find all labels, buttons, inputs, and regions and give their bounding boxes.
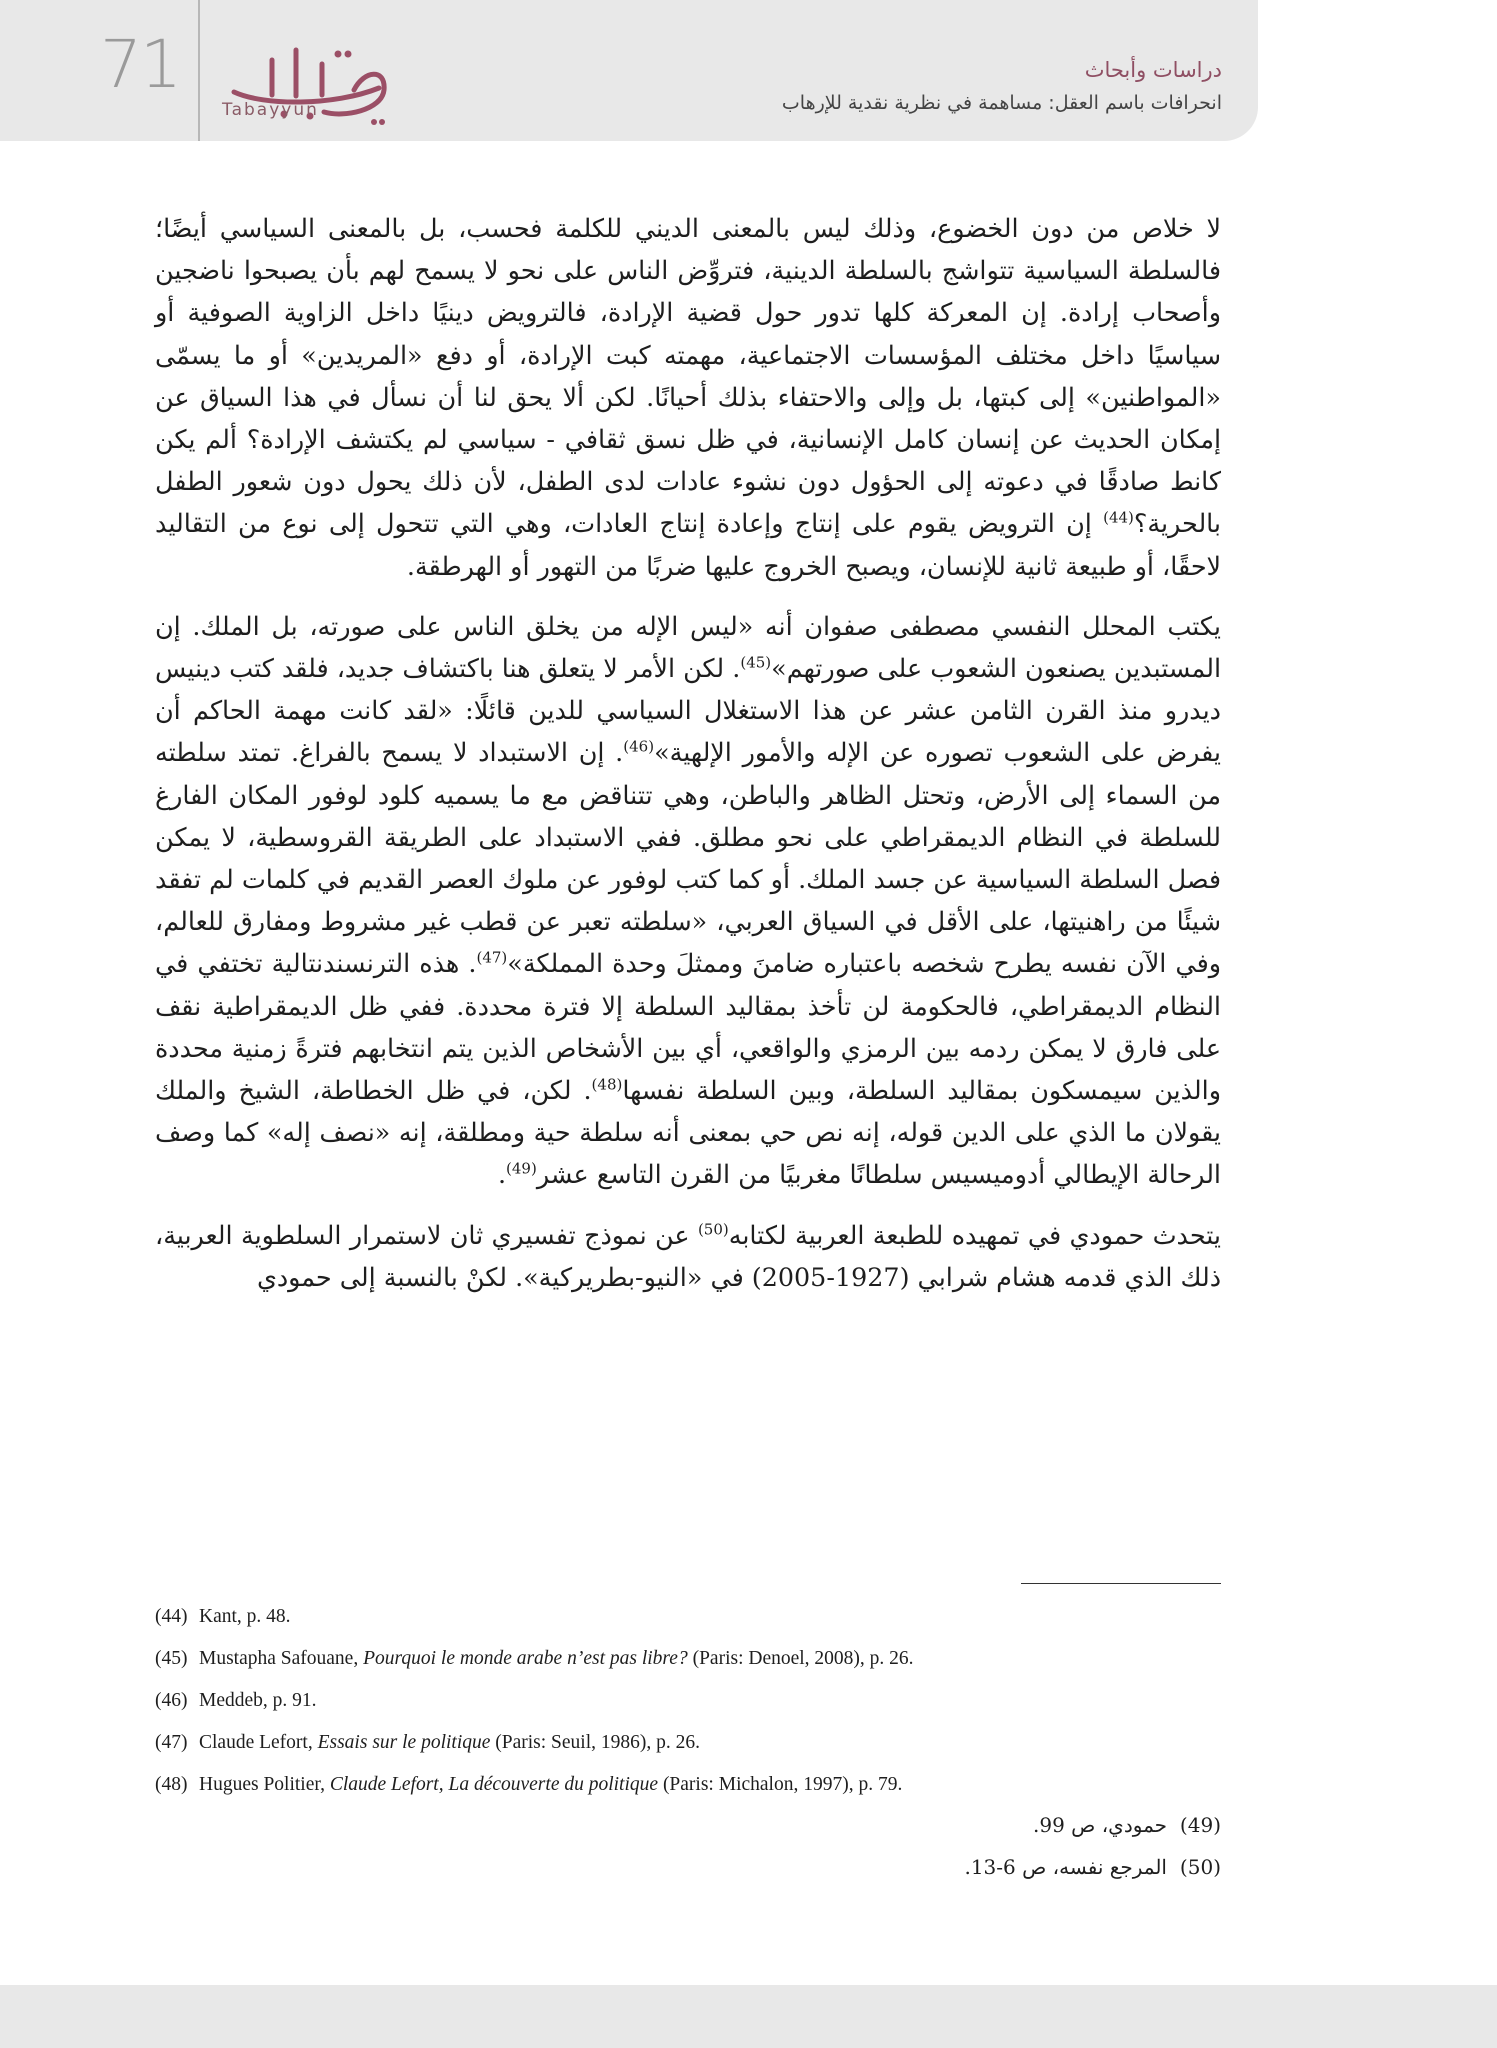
footnote-50 (721, 1846, 1221, 1888)
footnote-rule (1021, 1583, 1221, 1584)
footnote-text: (Paris: Seuil, 1986), p. 26. (490, 1732, 701, 1753)
article-body (155, 207, 1221, 1316)
p2-text-a: يكتب المحلل النفسي مصطفى صفوان أنه «ليس الإله من يخلق الناس على صورته، بل الملك. إن المستبدين يصنعون الشعوب على صورتهم» (155, 610, 1221, 684)
footnotes-latin (155, 1596, 1221, 1806)
footnote-number: (47) (155, 1732, 188, 1753)
paragraph-1 (155, 207, 1221, 587)
page-footer (0, 1985, 1497, 2048)
footnote-45 (155, 1638, 1221, 1680)
logo-latin-text: Tabayyun (222, 100, 319, 120)
header-divider (198, 0, 200, 141)
footnote-ref-47[interactable]: (47) (476, 948, 508, 967)
tabayyun-logo (214, 40, 394, 135)
footnotes-arabic (721, 1804, 1221, 1888)
footnote-title: Pourquoi le monde arabe n’est pas libre? (363, 1648, 688, 1669)
page-number: 71 (100, 26, 180, 103)
footnote-text: حمودي، ص 99. (1033, 1813, 1167, 1837)
footnote-ref-46[interactable]: (46) (623, 737, 655, 756)
p2-text-f: . (497, 1159, 507, 1190)
footnote-ref-44[interactable]: (44) (1103, 508, 1134, 527)
footnote-46 (155, 1680, 1221, 1722)
footnote-text: (Paris: Michalon, 1997), p. 79. (658, 1774, 903, 1795)
footnote-ref-49[interactable]: (49) (506, 1160, 537, 1178)
footnote-48 (155, 1764, 1221, 1806)
footnote-title: Essais sur le politique (317, 1732, 491, 1753)
p3-text-a: يتحدث حمودي في تمهيده للطبعة العربية لكتابه (728, 1219, 1221, 1250)
section-title: دراسات وأبحاث (1084, 58, 1222, 82)
footnote-number: (45) (155, 1648, 188, 1669)
footnote-text: المرجع نفسه، ص 6-13. (964, 1855, 1167, 1879)
running-title: انحرافات باسم العقل: مساهمة في نظرية نقدية للإرهاب (781, 92, 1222, 114)
p1-text-b: إن الترويض يقوم على إنتاج وإعادة إنتاج العادات، وهي التي تتحول إلى نوع من التقاليد لاحقًا، أو طبيعة ثانية للإنسان، ويصبح الخروج عليها ضربًا من التهور أو الهرطقة. (155, 508, 1221, 581)
footnote-number: (50) (1179, 1855, 1221, 1879)
footnote-text: Kant, p. 48. (199, 1606, 291, 1627)
paragraph-2 (155, 605, 1221, 1196)
p1-text-a: لا خلاص من دون الخضوع، وذلك ليس بالمعنى الديني للكلمة فحسب، بل بالمعنى السياسي أيضًا؛ فالسلطة السياسية تتواشج بالسلطة الدينية، فتروِّض الناس على نحو لا يسمح لهم بأن يصبحوا ناضجين وأصحاب إرادة. إن المعركة كلها تدور حول قضية الإرادة، فالترويض دينيًا داخل الزاوية الصوفية أو سياسيًا داخل مختلف المؤسسات الاجتماعية، مهمته كبت الإرادة، أو دفع «المريدين» أو ما يسمّى «المواطنين» إلى كبتها، بل وإلى والاحتفاء بذلك أحيانًا. لكن ألا يحق لنا أن نسأل في هذا السياق عن إمكان الحديث عن إنسان كامل الإنسانية، في ظل نسق ثقافي - سياسي لم يكتشف الإرادة؟ ألم يكن كانط صادقًا في دعوته إلى الحؤول دون نشوء عادات لدى الطفل، لأن ذلك يحول دون شعور الطفل بالحرية؟ (155, 213, 1221, 539)
footnote-text: Hugues Politier, (199, 1774, 330, 1795)
footnote-ref-50[interactable]: (50) (697, 1220, 729, 1239)
footnote-49 (721, 1804, 1221, 1846)
paragraph-3 (155, 1214, 1221, 1298)
footnote-number: (48) (155, 1774, 188, 1795)
footnote-44 (155, 1596, 1221, 1638)
footnote-number: (49) (1179, 1813, 1221, 1837)
p2-text-d: . هذه الترنسندنتالية تختفي في النظام الديمقراطي، فالحكومة لن تأخذ بمقاليد السلطة إلا فترة محددة. ففي ظل الديمقراطية نقف على فارق لا يمكن ردمه بين الرمزي والواقعي، أي بين الأشخاص الذين يتم انتخابهم فترةً زمنية محددة والذين سيمسكون بمقاليد السلطة، وبين السلطة نفسها (155, 948, 1221, 1106)
footnote-ref-48[interactable]: (48) (591, 1075, 623, 1094)
footnote-text: Mustapha Safouane, (199, 1648, 364, 1669)
footnote-title: Claude Lefort, La découverte du politique (329, 1774, 659, 1795)
p2-text-c: . إن الاستبداد لا يسمح بالفراغ. تمتد سلطته من السماء إلى الأرض، وتحتل الظاهر والباطن، وهي تتناقض مع ما يسميه كلود لوفور المكان الفارغ للسلطة في النظام الديمقراطي على نحو مطلق. ففي الاستبداد على الطريقة القروسطية، لا يمكن فصل السلطة السياسية عن جسد الملك. أو كما كتب لوفور عن ملوك العصر القديم في كلمات لم تفقد شيئًا من راهنيتها، على الأقل في السياق العربي، «سلطته تعبر عن قطب غير مشروط ومفارق للعالم، وفي الآن نفسه يطرح شخصه باعتباره ضامنَ وممثلَ وحدة المملكة» (155, 737, 1221, 979)
footnote-47 (155, 1722, 1221, 1764)
footnote-ref-45[interactable]: (45) (740, 653, 772, 672)
footnote-number: (46) (155, 1690, 188, 1711)
p2-text-b: . لكن الأمر لا يتعلق هنا باكتشاف جديد، فلقد كتب دينيس ديدرو منذ القرن الثامن عشر عن هذا الاستغلال السياسي للدين قائلًا: «لقد كانت مهمة الحاكم أن يفرض على الشعوب تصوره عن الإله والأمور الإلهية» (155, 653, 1221, 768)
footnote-text: Claude Lefort, (199, 1732, 318, 1753)
p2-text-e: . لكن، في ظل الخطاطة، الشيخ والملك يقولان ما الذي على الدين قوله، إنه نص حي بمعنى أنه سلطة حية ومطلقة، إنه «نصف إله» كما وصف الرحالة الإيطالي أدوميسيس سلطانًا مغربيًا من القرن التاسع عشر (155, 1075, 1221, 1190)
footnote-text: (Paris: Denoel, 2008), p. 26. (687, 1648, 914, 1669)
p3-text-b: عن نموذج تفسيري ثان لاستمرار السلطوية العربية، ذلك الذي قدمه هشام شرابي (1927-2005) في «النيو-بطريركية». لكنْ بالنسبة إلى حمودي (155, 1219, 1221, 1292)
footnote-number: (44) (155, 1606, 188, 1627)
footnote-text: Meddeb, p. 91. (199, 1690, 317, 1711)
